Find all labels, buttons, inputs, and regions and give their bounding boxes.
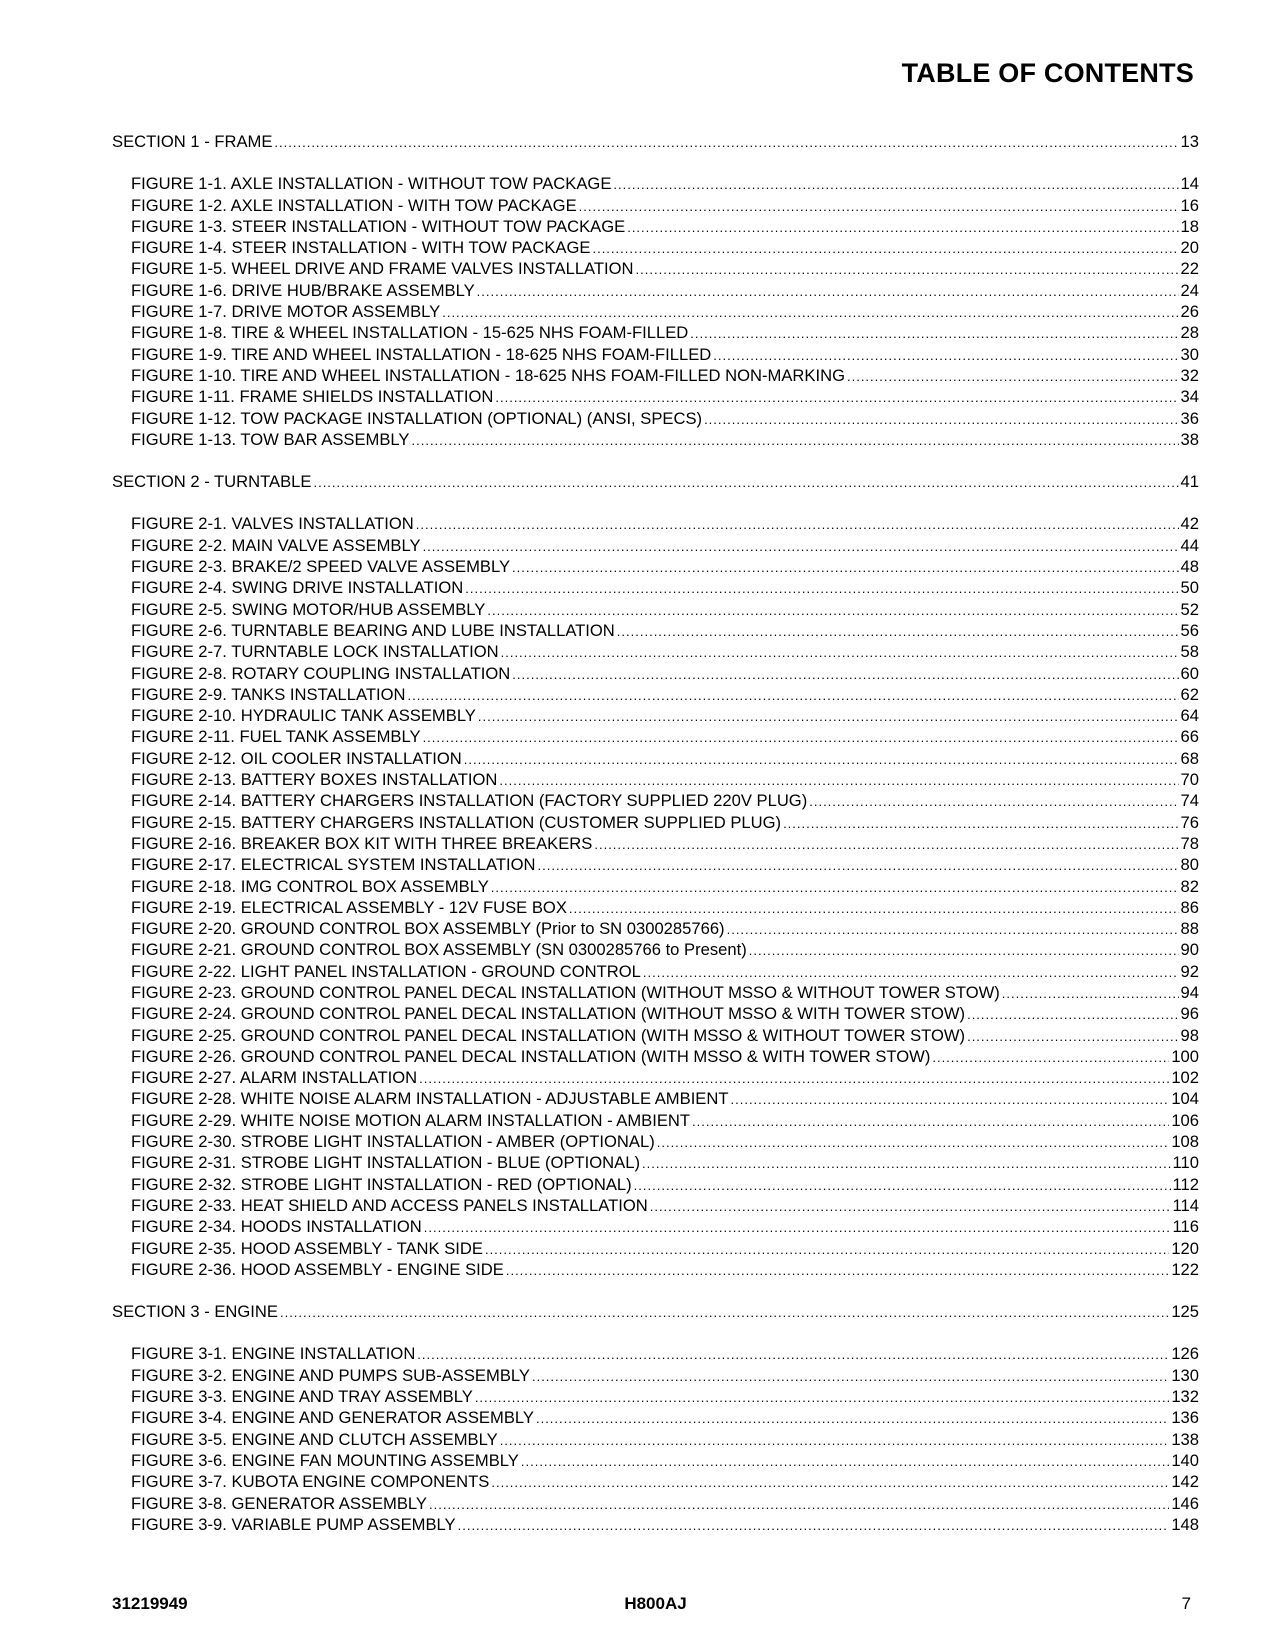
toc-figure-entry[interactable]	[112, 641, 1199, 662]
figure-page-number: 108	[1171, 1132, 1199, 1152]
figure-page-number: 50	[1180, 578, 1199, 598]
toc-figure-entry[interactable]	[112, 1386, 1199, 1407]
figure-page-number: 70	[1180, 770, 1199, 790]
figure-page-number: 138	[1171, 1429, 1199, 1449]
section-title: SECTION 3 - ENGINE	[112, 1302, 278, 1322]
toc-figure-entry[interactable]	[112, 684, 1199, 705]
figure-title: FIGURE 2-19. ELECTRICAL ASSEMBLY - 12V FUSE BOX	[131, 897, 567, 917]
dot-leader	[613, 174, 1178, 195]
figure-title: FIGURE 2-4. SWING DRIVE INSTALLATION	[131, 578, 464, 598]
toc-figure-entry[interactable]	[112, 769, 1199, 790]
figure-title: FIGURE 1-11. FRAME SHIELDS INSTALLATION	[131, 387, 494, 407]
figure-title: FIGURE 2-7. TURNTABLE LOCK INSTALLATION	[131, 642, 499, 662]
dot-leader	[692, 1111, 1169, 1132]
dot-leader	[569, 898, 1179, 919]
toc-figure-entry[interactable]	[112, 344, 1199, 365]
footer-page-number: 7	[1181, 1594, 1191, 1613]
dot-leader	[280, 1302, 1169, 1323]
section-title: SECTION 2 - TURNTABLE	[112, 472, 312, 492]
dot-leader	[407, 685, 1178, 706]
figure-page-number: 68	[1180, 748, 1199, 768]
toc-figure-entry[interactable]	[112, 1025, 1199, 1046]
dot-leader	[650, 1196, 1171, 1217]
toc-figure-entry[interactable]	[112, 1046, 1199, 1067]
dot-leader	[704, 409, 1178, 430]
dot-leader	[643, 962, 1179, 983]
toc-figure-entry[interactable]	[112, 1238, 1199, 1259]
figure-title: FIGURE 2-13. BATTERY BOXES INSTALLATION	[131, 770, 498, 790]
figure-page-number: 28	[1180, 323, 1199, 343]
figure-title: FIGURE 2-11. FUEL TANK ASSEMBLY	[131, 727, 421, 747]
section-page-number: 13	[1180, 132, 1199, 151]
dot-leader	[423, 536, 1179, 557]
toc-figure-entry[interactable]	[112, 280, 1199, 301]
toc-figure-entry[interactable]	[112, 1471, 1199, 1492]
toc-section-entry[interactable]	[112, 131, 1199, 152]
figure-page-number: 78	[1180, 833, 1199, 853]
toc-figure-entry[interactable]	[112, 429, 1199, 450]
figure-page-number: 104	[1171, 1089, 1199, 1109]
dot-leader	[313, 472, 1178, 493]
dot-leader	[465, 578, 1178, 599]
figure-page-number: 94	[1180, 982, 1199, 1002]
figure-page-number: 22	[1180, 259, 1199, 279]
dot-leader	[485, 1239, 1169, 1260]
dot-leader	[636, 259, 1179, 280]
toc-figure-entry[interactable]	[112, 408, 1199, 429]
figure-title: FIGURE 2-15. BATTERY CHARGERS INSTALLATION (CUSTOMER SUPPLIED PLUG)	[131, 812, 782, 832]
figure-page-number: 42	[1180, 514, 1199, 534]
figure-title: FIGURE 1-2. AXLE INSTALLATION - WITH TOW PACKAGE	[131, 195, 577, 215]
figure-title: FIGURE 2-32. STROBE LIGHT INSTALLATION - RED (OPTIONAL)	[131, 1174, 632, 1194]
figure-title: FIGURE 2-8. ROTARY COUPLING INSTALLATION	[131, 663, 511, 683]
figure-title: FIGURE 2-26. GROUND CONTROL PANEL DECAL INSTALLATION (WITH MSSO & WITH TOWER STOW)	[131, 1046, 931, 1066]
dot-leader	[634, 1175, 1171, 1196]
dot-leader	[491, 1472, 1169, 1493]
figure-title: FIGURE 2-18. IMG CONTROL BOX ASSEMBLY	[131, 876, 489, 896]
dot-leader	[512, 664, 1178, 685]
figure-page-number: 14	[1180, 174, 1199, 194]
section-page-number: 41	[1180, 472, 1199, 492]
dot-leader	[627, 217, 1178, 238]
figure-page-number: 74	[1180, 791, 1199, 811]
page-footer	[112, 1594, 1199, 1616]
toc-figure-entry[interactable]	[112, 1088, 1199, 1109]
figure-page-number: 48	[1180, 557, 1199, 577]
figure-title: FIGURE 1-12. TOW PACKAGE INSTALLATION (OPTIONAL) (ANSI, SPECS)	[131, 408, 703, 428]
figure-title: FIGURE 1-10. TIRE AND WHEEL INSTALLATION - 18-625 NHS FOAM-FILLED NON-MARKING	[131, 365, 845, 385]
figure-title: FIGURE 3-3. ENGINE AND TRAY ASSEMBLY	[131, 1387, 473, 1407]
figure-page-number: 98	[1180, 1025, 1199, 1045]
toc-figure-entry[interactable]	[112, 322, 1199, 343]
figure-title: FIGURE 2-14. BATTERY CHARGERS INSTALLATION (FACTORY SUPPLIED 220V PLUG)	[131, 791, 808, 811]
figure-title: FIGURE 2-17. ELECTRICAL SYSTEM INSTALLATION	[131, 855, 536, 875]
figure-title: FIGURE 3-6. ENGINE FAN MOUNTING ASSEMBLY	[131, 1450, 519, 1470]
dot-leader	[847, 366, 1179, 387]
page-title: TABLE OF CONTENTS	[901, 58, 1194, 88]
toc-figure-entry[interactable]	[112, 663, 1199, 684]
footer-part-number: 31219949	[112, 1594, 188, 1613]
dot-leader	[617, 621, 1179, 642]
toc-figure-entry[interactable]	[112, 982, 1199, 1003]
figure-title: FIGURE 1-8. TIRE & WHEEL INSTALLATION - 15-625 NHS FOAM-FILLED	[131, 323, 689, 343]
figure-title: FIGURE 1-3. STEER INSTALLATION - WITHOUT TOW PACKAGE	[131, 216, 626, 236]
figure-page-number: 16	[1180, 195, 1199, 215]
figure-page-number: 140	[1171, 1450, 1199, 1470]
toc-figure-entry[interactable]	[112, 1216, 1199, 1237]
toc-figure-entry[interactable]	[112, 173, 1199, 194]
figure-page-number: 76	[1180, 812, 1199, 832]
figure-title: FIGURE 2-27. ALARM INSTALLATION	[131, 1068, 418, 1088]
figure-page-number: 100	[1171, 1046, 1199, 1066]
dot-leader	[495, 387, 1178, 408]
dot-leader	[594, 834, 1178, 855]
toc-figure-entry[interactable]	[112, 854, 1199, 875]
toc-figure-entry[interactable]	[112, 237, 1199, 258]
toc-figure-entry[interactable]	[112, 513, 1199, 534]
figure-page-number: 126	[1171, 1344, 1199, 1364]
figure-page-number: 102	[1171, 1068, 1199, 1088]
figure-title: FIGURE 2-21. GROUND CONTROL BOX ASSEMBLY (SN 0300285766 to Present)	[131, 940, 747, 960]
figure-page-number: 132	[1171, 1387, 1199, 1407]
toc-figure-entry[interactable]	[112, 726, 1199, 747]
toc-figure-entry[interactable]	[112, 1259, 1199, 1280]
dot-leader	[512, 557, 1179, 578]
toc-figure-entry[interactable]	[112, 1407, 1199, 1428]
figure-page-number: 120	[1171, 1238, 1199, 1258]
figure-title: FIGURE 2-36. HOOD ASSEMBLY - ENGINE SIDE	[131, 1259, 504, 1279]
figure-title: FIGURE 1-1. AXLE INSTALLATION - WITHOUT TOW PACKAGE	[131, 174, 612, 194]
toc-figure-entry[interactable]	[112, 365, 1199, 386]
figure-page-number: 116	[1172, 1217, 1199, 1237]
figure-page-number: 24	[1180, 280, 1199, 300]
toc-figure-entry[interactable]	[112, 386, 1199, 407]
dot-leader	[749, 940, 1179, 961]
dot-leader	[967, 1004, 1178, 1025]
dot-leader	[475, 1387, 1170, 1408]
figure-title: FIGURE 3-8. GENERATOR ASSEMBLY	[131, 1493, 427, 1513]
figure-title: FIGURE 3-2. ENGINE AND PUMPS SUB-ASSEMBLY	[131, 1365, 530, 1385]
figure-title: FIGURE 2-9. TANKS INSTALLATION	[131, 684, 406, 704]
toc-figure-entry[interactable]	[112, 705, 1199, 726]
figure-page-number: 86	[1180, 897, 1199, 917]
figure-title: FIGURE 1-6. DRIVE HUB/BRAKE ASSEMBLY	[131, 280, 475, 300]
figure-title: FIGURE 3-4. ENGINE AND GENERATOR ASSEMBLY	[131, 1408, 534, 1428]
figure-page-number: 88	[1180, 919, 1199, 939]
dot-leader	[423, 727, 1179, 748]
figure-title: FIGURE 2-30. STROBE LIGHT INSTALLATION - AMBER (OPTIONAL)	[131, 1132, 655, 1152]
dot-leader	[491, 877, 1179, 898]
toc-figure-entry[interactable]	[112, 1365, 1199, 1386]
figure-title: FIGURE 2-5. SWING MOTOR/HUB ASSEMBLY	[131, 599, 486, 619]
figure-title: FIGURE 1-4. STEER INSTALLATION - WITH TOW PACKAGE	[131, 238, 591, 258]
figure-page-number: 36	[1180, 408, 1199, 428]
figure-title: FIGURE 3-1. ENGINE INSTALLATION	[131, 1344, 416, 1364]
figure-page-number: 26	[1180, 302, 1199, 322]
toc-figure-entry[interactable]	[112, 258, 1199, 279]
toc-section-entry[interactable]	[112, 471, 1199, 492]
dot-leader	[417, 1344, 1169, 1365]
dot-leader	[642, 1153, 1171, 1174]
dot-leader	[506, 1260, 1169, 1281]
toc-figure-entry[interactable]	[112, 1450, 1199, 1471]
figure-title: FIGURE 3-5. ENGINE AND CLUTCH ASSEMBLY	[131, 1429, 498, 1449]
figure-title: FIGURE 2-20. GROUND CONTROL BOX ASSEMBLY (Prior to SN 0300285766)	[131, 919, 725, 939]
dot-leader	[500, 1430, 1170, 1451]
dot-leader	[478, 706, 1179, 727]
figure-page-number: 18	[1180, 216, 1199, 236]
dot-leader	[419, 1068, 1169, 1089]
figure-page-number: 20	[1180, 238, 1199, 258]
dot-leader	[809, 791, 1178, 812]
figure-page-number: 130	[1171, 1365, 1199, 1385]
figure-title: FIGURE 3-9. VARIABLE PUMP ASSEMBLY	[131, 1514, 456, 1534]
toc-figure-entry[interactable]	[112, 1429, 1199, 1450]
dot-leader	[521, 1451, 1169, 1472]
figure-page-number: 122	[1171, 1259, 1199, 1279]
figure-page-number: 32	[1180, 365, 1199, 385]
toc-figure-entry[interactable]	[112, 1343, 1199, 1364]
section-page-number: 125	[1171, 1302, 1199, 1322]
toc-figure-entry[interactable]	[112, 1195, 1199, 1216]
figure-title: FIGURE 2-34. HOODS INSTALLATION	[131, 1217, 422, 1237]
figure-page-number: 64	[1180, 706, 1199, 726]
table-of-contents	[112, 131, 1199, 1535]
figure-title: FIGURE 1-5. WHEEL DRIVE AND FRAME VALVES INSTALLATION	[131, 259, 634, 279]
toc-figure-entry[interactable]	[112, 195, 1199, 216]
figure-title: FIGURE 2-29. WHITE NOISE MOTION ALARM INSTALLATION - AMBIENT	[131, 1110, 691, 1130]
figure-page-number: 90	[1180, 940, 1199, 960]
toc-figure-entry[interactable]	[112, 620, 1199, 641]
toc-figure-entry[interactable]	[112, 833, 1199, 854]
figure-page-number: 112	[1172, 1174, 1199, 1194]
toc-figure-entry[interactable]	[112, 1514, 1199, 1535]
figure-title: FIGURE 2-10. HYDRAULIC TANK ASSEMBLY	[131, 706, 476, 726]
dot-leader	[442, 302, 1178, 323]
dot-leader	[713, 345, 1178, 366]
dot-leader	[538, 855, 1179, 876]
figure-title: FIGURE 2-12. OIL COOLER INSTALLATION	[131, 748, 462, 768]
figure-page-number: 52	[1180, 599, 1199, 619]
toc-figure-entry[interactable]	[112, 301, 1199, 322]
toc-figure-entry[interactable]	[112, 1493, 1199, 1514]
figure-title: FIGURE 2-31. STROBE LIGHT INSTALLATION - BLUE (OPTIONAL)	[131, 1153, 640, 1173]
dot-leader	[424, 1217, 1171, 1238]
figure-page-number: 106	[1171, 1110, 1199, 1130]
figure-page-number: 136	[1171, 1408, 1199, 1428]
figure-page-number: 148	[1171, 1514, 1199, 1534]
toc-figure-entry[interactable]	[112, 897, 1199, 918]
dot-leader	[487, 600, 1178, 621]
dot-leader	[657, 1132, 1170, 1153]
figure-page-number: 44	[1180, 535, 1199, 555]
figure-title: FIGURE 2-3. BRAKE/2 SPEED VALVE ASSEMBLY	[131, 557, 511, 577]
figure-title: FIGURE 2-2. MAIN VALVE ASSEMBLY	[131, 535, 421, 555]
dot-leader	[429, 1494, 1169, 1515]
toc-figure-entry[interactable]	[112, 918, 1199, 939]
dot-leader	[727, 919, 1179, 940]
section-title: SECTION 1 - FRAME	[112, 132, 273, 151]
dot-leader	[1002, 983, 1179, 1004]
toc-figure-entry[interactable]	[112, 535, 1199, 556]
toc-figure-entry[interactable]	[112, 748, 1199, 769]
dot-leader	[532, 1366, 1169, 1387]
figure-title: FIGURE 2-25. GROUND CONTROL PANEL DECAL INSTALLATION (WITH MSSO & WITHOUT TOWER STOW)	[131, 1025, 966, 1045]
figure-page-number: 66	[1180, 727, 1199, 747]
toc-figure-entry[interactable]	[112, 1152, 1199, 1173]
figure-page-number: 80	[1180, 855, 1199, 875]
figure-title: FIGURE 2-16. BREAKER BOX KIT WITH THREE BREAKERS	[131, 833, 593, 853]
footer-model: H800AJ	[624, 1594, 687, 1613]
dot-leader	[932, 1047, 1169, 1068]
figure-title: FIGURE 3-7. KUBOTA ENGINE COMPONENTS	[131, 1472, 490, 1492]
figure-page-number: 146	[1171, 1493, 1199, 1513]
dot-leader	[967, 1026, 1178, 1047]
figure-page-number: 34	[1180, 387, 1199, 407]
toc-figure-entry[interactable]	[112, 1131, 1199, 1152]
figure-page-number: 92	[1180, 961, 1199, 981]
figure-title: FIGURE 2-35. HOOD ASSEMBLY - TANK SIDE	[131, 1238, 483, 1258]
toc-figure-entry[interactable]	[112, 1003, 1199, 1024]
dot-leader	[783, 813, 1178, 834]
figure-title: FIGURE 1-9. TIRE AND WHEEL INSTALLATION - 18-625 NHS FOAM-FILLED	[131, 344, 712, 364]
dot-leader	[731, 1089, 1170, 1110]
toc-figure-entry[interactable]	[112, 577, 1199, 598]
figure-page-number: 56	[1180, 620, 1199, 640]
toc-figure-entry[interactable]	[112, 1067, 1199, 1088]
dot-leader	[690, 323, 1178, 344]
figure-page-number: 30	[1180, 344, 1199, 364]
dot-leader	[412, 430, 1179, 451]
toc-figure-entry[interactable]	[112, 1110, 1199, 1131]
toc-figure-entry[interactable]	[112, 1174, 1199, 1195]
dot-leader	[579, 196, 1179, 217]
dot-leader	[501, 642, 1179, 663]
toc-figure-entry[interactable]	[112, 216, 1199, 237]
dot-leader	[274, 132, 1178, 153]
toc-figure-entry[interactable]	[112, 812, 1199, 833]
figure-page-number: 60	[1180, 663, 1199, 683]
figure-page-number: 110	[1172, 1153, 1199, 1173]
toc-figure-entry[interactable]	[112, 939, 1199, 960]
figure-title: FIGURE 2-28. WHITE NOISE ALARM INSTALLATION - ADJUSTABLE AMBIENT	[131, 1089, 729, 1109]
dot-leader	[458, 1515, 1170, 1536]
toc-figure-entry[interactable]	[112, 876, 1199, 897]
figure-title: FIGURE 2-24. GROUND CONTROL PANEL DECAL INSTALLATION (WITHOUT MSSO & WITH TOWER STOW)	[131, 1004, 966, 1024]
toc-section-entry[interactable]	[112, 1301, 1199, 1322]
toc-figure-entry[interactable]	[112, 556, 1199, 577]
toc-figure-entry[interactable]	[112, 599, 1199, 620]
figure-page-number: 142	[1171, 1472, 1199, 1492]
figure-title: FIGURE 1-13. TOW BAR ASSEMBLY	[131, 429, 410, 449]
toc-figure-entry[interactable]	[112, 961, 1199, 982]
dot-leader	[464, 749, 1179, 770]
figure-title: FIGURE 1-7. DRIVE MOTOR ASSEMBLY	[131, 302, 441, 322]
dot-leader	[416, 514, 1179, 535]
figure-page-number: 82	[1180, 876, 1199, 896]
figure-title: FIGURE 2-6. TURNTABLE BEARING AND LUBE INSTALLATION	[131, 620, 615, 640]
figure-page-number: 58	[1180, 642, 1199, 662]
figure-page-number: 114	[1172, 1195, 1199, 1215]
figure-title: FIGURE 2-23. GROUND CONTROL PANEL DECAL INSTALLATION (WITHOUT MSSO & WITHOUT TOWER STOW)	[131, 982, 1000, 1002]
figure-title: FIGURE 2-33. HEAT SHIELD AND ACCESS PANELS INSTALLATION	[131, 1195, 648, 1215]
figure-page-number: 38	[1180, 429, 1199, 449]
toc-figure-entry[interactable]	[112, 790, 1199, 811]
dot-leader	[477, 281, 1179, 302]
dot-leader	[592, 238, 1178, 259]
dot-leader	[499, 770, 1178, 791]
figure-page-number: 62	[1180, 684, 1199, 704]
figure-page-number: 96	[1180, 1004, 1199, 1024]
dot-leader	[536, 1408, 1169, 1429]
figure-title: FIGURE 2-1. VALVES INSTALLATION	[131, 514, 414, 534]
figure-title: FIGURE 2-22. LIGHT PANEL INSTALLATION - GROUND CONTROL	[131, 961, 641, 981]
